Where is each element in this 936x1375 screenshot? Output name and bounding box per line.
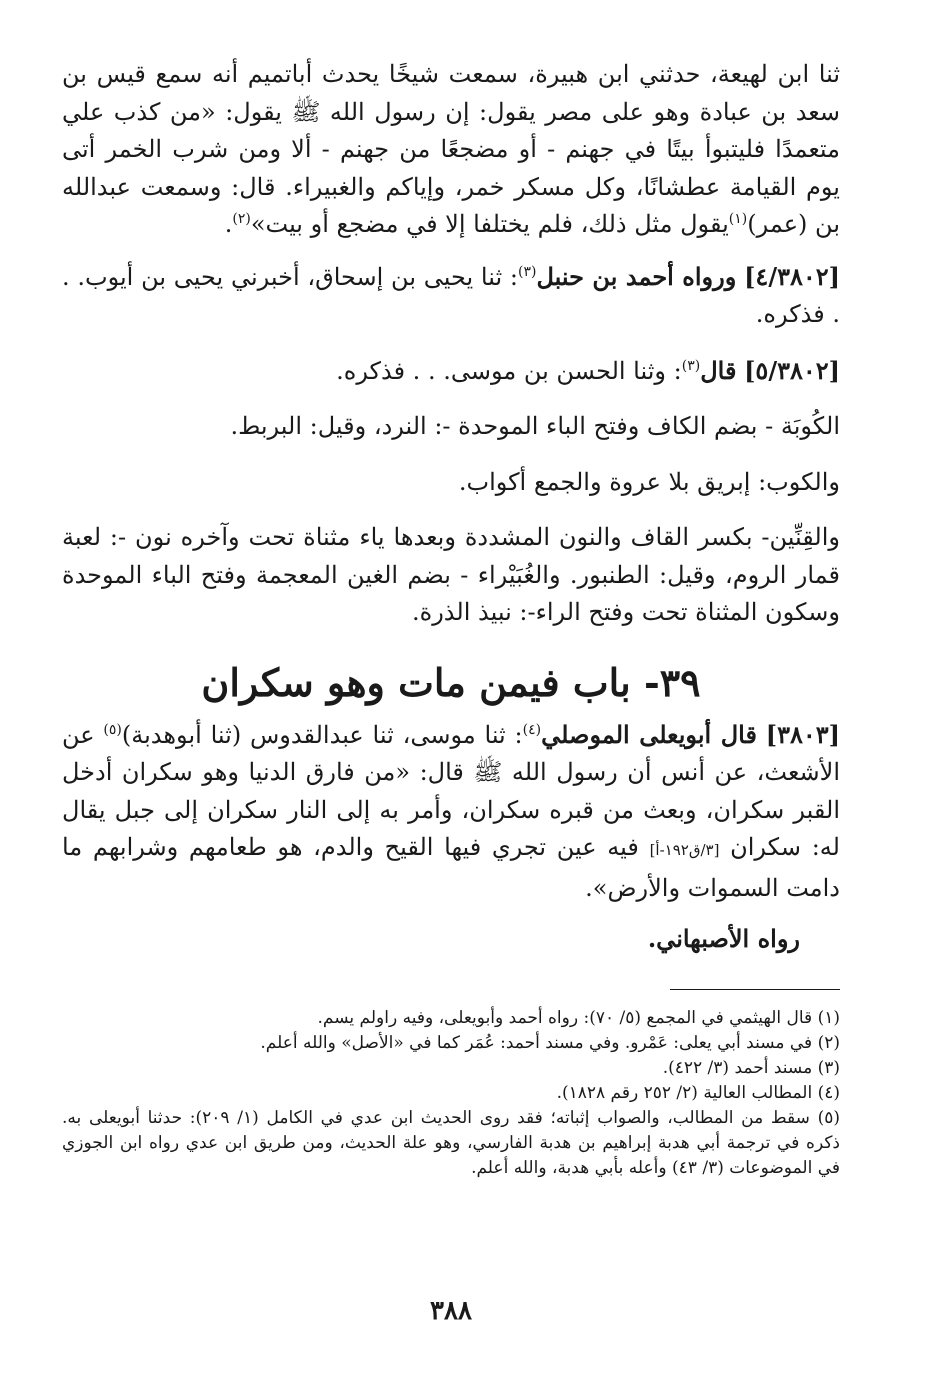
page xyxy=(62,44,840,1354)
footnote-ref[interactable]: (١) xyxy=(728,211,748,227)
paragraph-text: فيه عين تجري فيها القيح والدم، هو طعامهم وشرابهم ما دامت السموات والأرض». xyxy=(62,833,840,902)
footnote: (٢) في مسند أبي يعلى: عَمْرو. وفي مسند أحمد: عُمَر كما في «الأصل» والله أعلم. xyxy=(260,1033,840,1053)
paragraph-text: ثنا ابن لهيعة، حدثني ابن هبيرة، سمعت شيخًا يحدث أباتميم أنه سمع قيس بن سعد بن عبادة وهو على مصر يقول: إن رسول الله ﷺ يقول: «من كذب علي متعمدًا فليتبوأ بيتًا في جهنم - أو مضجعًا من جهنم - ألا ومن شرب الخمر أتى يوم القيامة عطشانًا، وكل مسكر خمر، وإياكم والغبيراء. قال: وسمعت عبدالله بن (عمر) xyxy=(62,60,840,238)
paragraph-end: . xyxy=(224,210,233,238)
paragraph-qinnin: والقِنِّين- بكسر القاف والنون المشددة وبعدها ياء مثناة تحت وآخره نون -: لعبة قمار الروم، وقيل: الطنبور. والغُبَيْراء - بضم الغين المعجمة وفتح الباء الموحدة وسكون المثناة تحت وفتح الراء-: نبيذ الذرة. xyxy=(62,523,840,626)
paragraph-text: يقول مثل ذلك، فلم يختلفا إلا في مضجع أو بيت» xyxy=(250,210,729,238)
hadith-number: [٤/٣٨٠٢] xyxy=(744,261,840,291)
manuscript-ref: [٣/ق١٩٢-أ] xyxy=(649,841,720,859)
narrator-lead: قال xyxy=(700,355,737,385)
footnotes xyxy=(62,1006,840,1181)
paragraph-hadith-3803 xyxy=(62,716,840,908)
footnote-ref[interactable]: (٢) xyxy=(232,211,251,227)
footnote-ref[interactable]: (٤) xyxy=(522,721,542,738)
footnote-divider xyxy=(670,989,840,990)
paragraph-qala xyxy=(62,352,840,391)
footnote: (٣) مسند أحمد (٣/ ٤٢٢). xyxy=(662,1058,840,1078)
chapter-title: ٣٩- باب فيمن مات وهو سكران xyxy=(201,659,701,705)
paragraph-kuba: الكُوبَة - بضم الكاف وفتح الباء الموحدة -: النرد، وقيل: البربط. xyxy=(230,412,840,440)
hadith-number: [٥/٣٨٠٢] xyxy=(744,355,840,385)
paragraph-text: : وثنا الحسن بن موسى. . . فذكره. xyxy=(336,356,682,385)
footnote: (٥) سقط من المطالب، والصواب إثباته؛ فقد روى الحديث ابن عدي في الكامل (١/ ٢٠٩): حدثنا أبويعلى به. ذكره في ترجمة أبي هدبة إبراهيم بن هدبة الفارسي، وهو علة الحديث، ومن طريق ابن عدي رواه ابن الجوزي في الموضوعات (٣/ ٤٣) وأعله بأبي هدبة، والله أعلم. xyxy=(62,1108,841,1178)
footnote: (٤) المطالب العالية (٢/ ٢٥٢ رقم ١٨٢٨). xyxy=(556,1083,840,1103)
footnote-ref[interactable]: (٥) xyxy=(103,721,122,738)
footnote: (١) قال الهيثمي في المجمع (٥/ ٧٠): رواه أحمد وأبويعلى، وفيه راولم يسم. xyxy=(317,1008,840,1028)
paragraph-ahmad xyxy=(62,258,840,334)
footnote-ref[interactable]: (٣) xyxy=(517,263,537,280)
narrator-lead: قال أبويعلى الموصلي xyxy=(541,719,757,749)
hadith-number: [٣٨٠٣] xyxy=(765,719,841,749)
paragraph-text: : ثنا موسى، ثنا عبدالقدوس (ثنا أبوهدبة) xyxy=(121,720,523,749)
footnote-ref[interactable]: (٣) xyxy=(681,357,701,374)
page-number: ٣٨٨ xyxy=(430,1296,472,1326)
paragraph-kub: والكوب: إبريق بلا عروة والجمع أكواب. xyxy=(458,467,840,496)
paragraph-text: عن الأشعث، عن أنس أن رسول الله ﷺ قال: «من فارق الدنيا وهو سكران أدخل القبر سكران، وبعث من قبره سكران، وأمر به إلى النار سكران إلى جبل يقال له: سكران xyxy=(62,720,841,861)
paragraph-hadith-text xyxy=(62,56,840,244)
paragraph-text: : ثنا يحيى بن إسحاق، أخبرني يحيى بن أيوب. . . فذكره. xyxy=(62,262,840,328)
narrator-line: رواه الأصبهاني. xyxy=(647,924,800,953)
narrator-lead: ورواه أحمد بن حنبل xyxy=(536,261,737,291)
